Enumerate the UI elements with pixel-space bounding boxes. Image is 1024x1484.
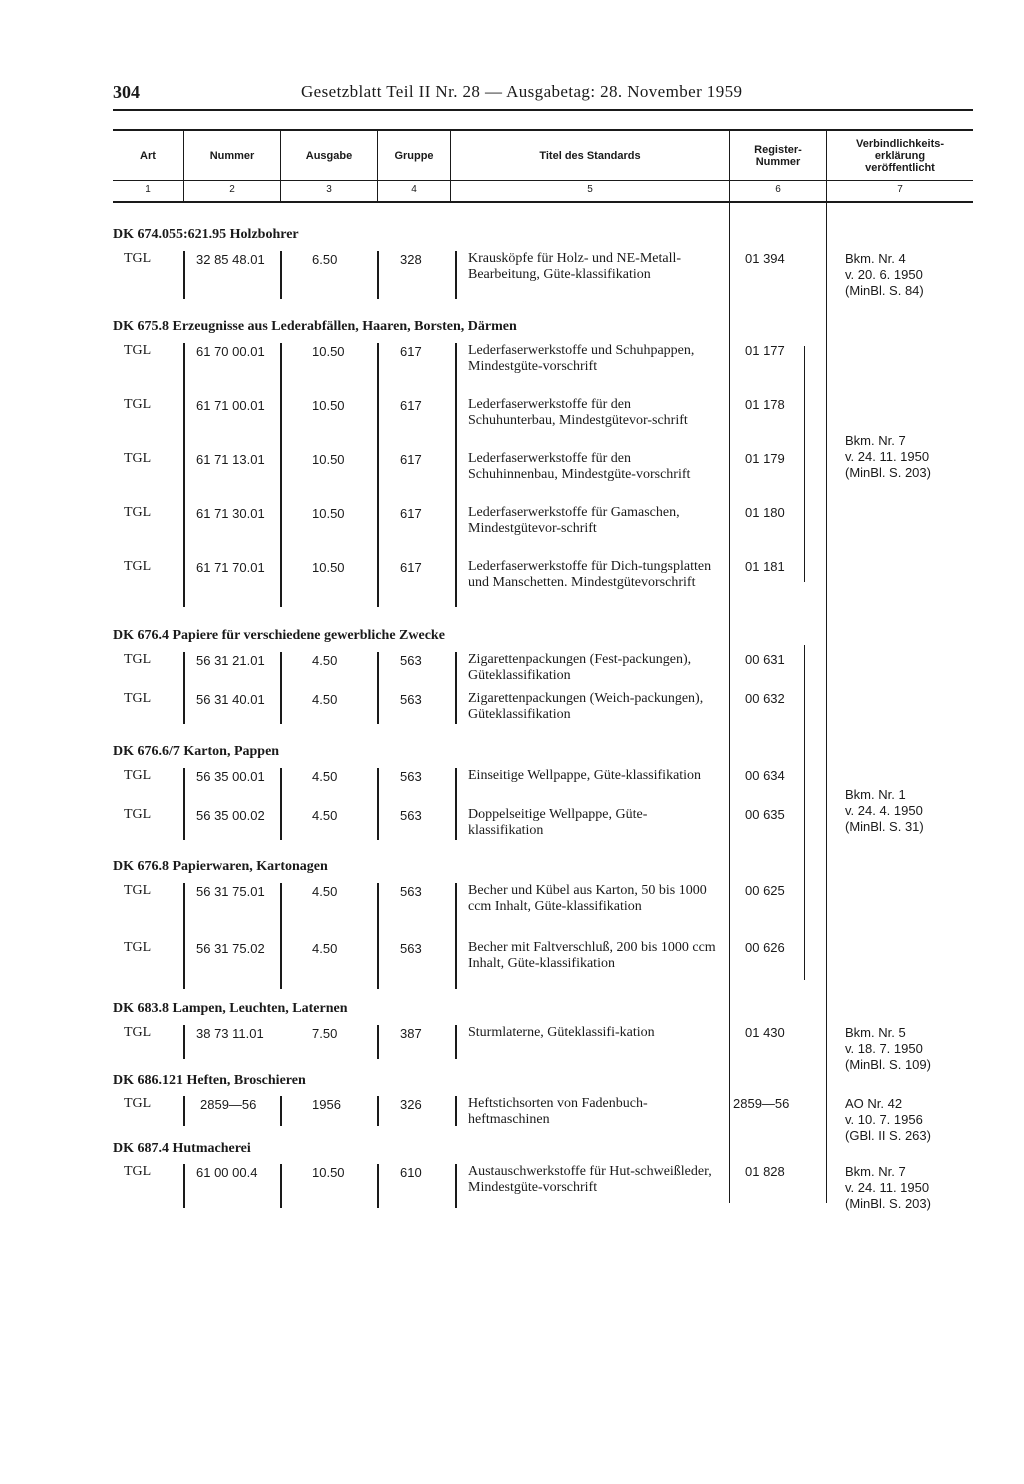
cell-divider [377, 883, 379, 989]
cell-art: TGL [124, 1096, 152, 1111]
cell-register: 2859—56 [733, 1096, 790, 1111]
cell-art: TGL [124, 1025, 152, 1040]
cell-divider [183, 1164, 185, 1208]
cell-nummer: 32 85 48.01 [196, 252, 265, 267]
cell-ausgabe: 10.50 [312, 1165, 345, 1180]
cell-titel: Becher und Kübel aus Karton, 50 bis 1000 ccm Inhalt, Güte-klassifikation [468, 883, 707, 914]
page-header [113, 82, 973, 106]
cell-ausgabe: 4.50 [312, 692, 338, 707]
cell-gruppe: 563 [400, 808, 422, 823]
header-rule [113, 109, 973, 111]
cell-nummer: 61 71 70.01 [196, 560, 265, 575]
cell-divider [455, 883, 457, 989]
col-number-5: 5 [587, 184, 593, 195]
cell-titel: Lederfaserwerkstoffe und Schuhpappen, Mindestgüte-vorschrift [468, 343, 695, 374]
cell-ausgabe: 10.50 [312, 506, 345, 521]
head-divider [280, 131, 281, 201]
col-head-gruppe: Gruppe [394, 150, 434, 162]
cell-divider [280, 652, 282, 724]
cell-ausgabe: 10.50 [312, 344, 345, 359]
running-title: Gesetzblatt Teil II Nr. 28 — Ausgabetag: 28. November 1959 [301, 82, 743, 101]
section-heading: DK 675.8 Erzeugnisse aus Lederabfällen, Haaren, Borsten, Därmen [113, 319, 517, 334]
verbindlich-note: AO Nr. 42 v. 10. 7. 1956 (GBl. II S. 263) [845, 1096, 931, 1143]
cell-divider [377, 343, 379, 607]
col-head-nummer: Nummer [209, 150, 255, 162]
cell-titel: Einseitige Wellpappe, Güte-klassifikation [468, 768, 702, 783]
cell-titel: Becher mit Faltverschluß, 200 bis 1000 ccm Inhalt, Güte-klassifikation [468, 940, 716, 971]
verbindlich-note: Bkm. Nr. 7 v. 24. 11. 1950 (MinBl. S. 203) [845, 1164, 931, 1211]
col-head-ausgabe: Ausgabe [305, 150, 353, 162]
cell-divider [455, 1164, 457, 1208]
cell-art: TGL [124, 251, 152, 266]
col-head-verbindlich: Verbindlichkeits- erklärung veröffentlicht [855, 138, 945, 174]
cell-gruppe: 328 [400, 252, 422, 267]
cell-register: 00 632 [745, 691, 785, 706]
cell-divider [455, 251, 457, 299]
cell-register: 00 635 [745, 807, 785, 822]
cell-titel: Lederfaserwerkstoffe für den Schuhunterbau, Mindestgütevor-schrift [468, 397, 688, 428]
cell-gruppe: 617 [400, 452, 422, 467]
cell-register: 01 177 [745, 343, 785, 358]
cell-ausgabe: 7.50 [312, 1026, 338, 1041]
cell-gruppe: 326 [400, 1097, 422, 1112]
verbindlich-note: Bkm. Nr. 1 v. 24. 4. 1950 (MinBl. S. 31) [845, 787, 924, 834]
cell-ausgabe: 4.50 [312, 808, 338, 823]
cell-divider [183, 343, 185, 607]
cell-divider [280, 343, 282, 607]
section-heading: DK 683.8 Lampen, Leuchten, Laternen [113, 1001, 348, 1016]
cell-nummer: 61 71 30.01 [196, 506, 265, 521]
col-number-4: 4 [411, 184, 417, 195]
cell-art: TGL [124, 940, 152, 955]
verbindlich-note: Bkm. Nr. 7 v. 24. 11. 1950 (MinBl. S. 203) [845, 433, 931, 480]
col-head-art: Art [140, 150, 156, 162]
head-divider [729, 131, 730, 201]
head-divider [377, 131, 378, 201]
cell-ausgabe: 4.50 [312, 769, 338, 784]
cell-titel: Lederfaserwerkstoffe für den Schuhinnenbau, Mindestgüte-vorschrift [468, 451, 691, 482]
cell-nummer: 38 73 11.01 [196, 1026, 264, 1041]
section-heading: DK 676.4 Papiere für verschiedene gewerbliche Zwecke [113, 628, 445, 643]
cell-divider [183, 768, 185, 840]
col-number-1: 1 [145, 184, 151, 195]
cell-divider [377, 1025, 379, 1059]
cell-art: TGL [124, 768, 152, 783]
section-heading: DK 687.4 Hutmacherei [113, 1141, 251, 1156]
cell-divider [280, 883, 282, 989]
cell-art: TGL [124, 451, 152, 466]
cell-divider [377, 768, 379, 840]
section-heading: DK 676.6/7 Karton, Pappen [113, 744, 280, 759]
section-heading: DK 674.055:621.95 Holzbohrer [113, 227, 299, 242]
cell-titel: Krausköpfe für Holz- und NE-Metall-Bearbeitung, Güte-klassifikation [468, 251, 682, 282]
cell-divider [455, 1096, 457, 1126]
cell-ausgabe: 6.50 [312, 252, 338, 267]
cell-divider [183, 1025, 185, 1059]
cell-titel: Heftstichsorten von Fadenbuch-heftmaschinen [468, 1096, 648, 1127]
cell-titel: Zigarettenpackungen (Fest-packungen), Güteklassifikation [468, 652, 692, 683]
cell-register: 00 634 [745, 768, 785, 783]
cell-ausgabe: 10.50 [312, 452, 345, 467]
cell-divider [183, 1096, 185, 1126]
cell-gruppe: 610 [400, 1165, 422, 1180]
cell-art: TGL [124, 652, 152, 667]
head-divider [450, 131, 451, 201]
cell-divider [455, 1025, 457, 1059]
cell-gruppe: 387 [400, 1026, 422, 1041]
cell-register: 00 626 [745, 940, 785, 955]
col-head-titel: Titel des Standards [539, 150, 641, 162]
cell-gruppe: 563 [400, 884, 422, 899]
cell-nummer: 61 71 13.01 [196, 452, 265, 467]
cell-titel: Lederfaserwerkstoffe für Dich-tungsplatten und Manschetten. Mindestgütevorschrift [468, 559, 712, 590]
cell-titel: Zigarettenpackungen (Weich-packungen), Güteklassifikation [468, 691, 704, 722]
cell-ausgabe: 4.50 [312, 653, 338, 668]
verbindlich-column-divider [826, 203, 827, 1203]
cell-ausgabe: 10.50 [312, 398, 345, 413]
cell-nummer: 56 31 75.02 [196, 941, 265, 956]
register-column-divider [729, 203, 730, 1203]
cell-divider [183, 652, 185, 724]
cell-register: 01 394 [745, 251, 785, 266]
cell-divider [377, 1164, 379, 1208]
cell-gruppe: 563 [400, 653, 422, 668]
page-number: 304 [113, 82, 140, 102]
cell-gruppe: 617 [400, 398, 422, 413]
cell-art: TGL [124, 397, 152, 412]
cell-gruppe: 563 [400, 692, 422, 707]
cell-divider [280, 1096, 282, 1126]
cell-divider [377, 652, 379, 724]
register-bracket [804, 346, 805, 582]
head-divider [183, 131, 184, 201]
cell-register: 01 179 [745, 451, 785, 466]
cell-divider [377, 251, 379, 299]
section-heading: DK 686.121 Heften, Broschieren [113, 1073, 306, 1088]
cell-divider [455, 343, 457, 607]
cell-titel: Lederfaserwerkstoffe für Gamaschen, Mindestgütevor-schrift [468, 505, 680, 536]
col-number-2: 2 [229, 184, 235, 195]
cell-gruppe: 617 [400, 344, 422, 359]
cell-ausgabe: 4.50 [312, 884, 338, 899]
cell-ausgabe: 1956 [312, 1097, 341, 1112]
cell-titel: Sturmlaterne, Güteklassifi-kation [468, 1025, 655, 1040]
cell-register: 01 430 [745, 1025, 785, 1040]
table-top-rule [113, 129, 973, 131]
cell-divider [280, 1164, 282, 1208]
cell-art: TGL [124, 505, 152, 520]
cell-register: 01 181 [745, 559, 785, 574]
cell-art: TGL [124, 691, 152, 706]
cell-gruppe: 563 [400, 769, 422, 784]
cell-register: 01 828 [745, 1164, 785, 1179]
table-head-bottom-rule [113, 201, 973, 203]
col-head-register: Register- Nummer [754, 144, 802, 168]
cell-gruppe: 563 [400, 941, 422, 956]
verbindlich-note: Bkm. Nr. 5 v. 18. 7. 1950 (MinBl. S. 109) [845, 1025, 931, 1072]
cell-nummer: 61 71 00.01 [196, 398, 265, 413]
head-divider [826, 131, 827, 201]
cell-art: TGL [124, 559, 152, 574]
verbindlich-note: Bkm. Nr. 4 v. 20. 6. 1950 (MinBl. S. 84) [845, 251, 924, 298]
cell-gruppe: 617 [400, 506, 422, 521]
cell-titel: Doppelseitige Wellpappe, Güte-klassifikation [468, 807, 648, 838]
col-number-3: 3 [326, 184, 332, 195]
cell-nummer: 56 31 75.01 [196, 884, 265, 899]
cell-divider [280, 768, 282, 840]
register-bracket [804, 645, 805, 980]
cell-nummer: 61 70 00.01 [196, 344, 265, 359]
cell-divider [183, 251, 185, 299]
col-number-7: 7 [897, 184, 903, 195]
col-number-6: 6 [775, 184, 781, 195]
cell-ausgabe: 4.50 [312, 941, 338, 956]
cell-divider [377, 1096, 379, 1126]
cell-nummer: 2859—56 [200, 1097, 257, 1112]
cell-nummer: 56 31 21.01 [196, 653, 265, 668]
cell-nummer: 56 35 00.01 [196, 769, 265, 784]
section-heading: DK 676.8 Papierwaren, Kartonagen [113, 859, 328, 874]
cell-register: 01 178 [745, 397, 785, 412]
cell-divider [280, 251, 282, 299]
cell-nummer: 56 31 40.01 [196, 692, 265, 707]
cell-titel: Austauschwerkstoffe für Hut-schweißleder, Mindestgüte-vorschrift [468, 1164, 712, 1195]
cell-register: 01 180 [745, 505, 785, 520]
cell-divider [183, 883, 185, 989]
cell-register: 00 631 [745, 652, 785, 667]
cell-divider [455, 652, 457, 724]
cell-art: TGL [124, 1164, 152, 1179]
cell-nummer: 56 35 00.02 [196, 808, 265, 823]
cell-art: TGL [124, 807, 152, 822]
cell-register: 00 625 [745, 883, 785, 898]
cell-gruppe: 617 [400, 560, 422, 575]
column-number-rule [113, 180, 973, 181]
cell-art: TGL [124, 343, 152, 358]
cell-nummer: 61 00 00.4 [196, 1165, 258, 1180]
cell-art: TGL [124, 883, 152, 898]
cell-ausgabe: 10.50 [312, 560, 345, 575]
cell-divider [455, 768, 457, 840]
